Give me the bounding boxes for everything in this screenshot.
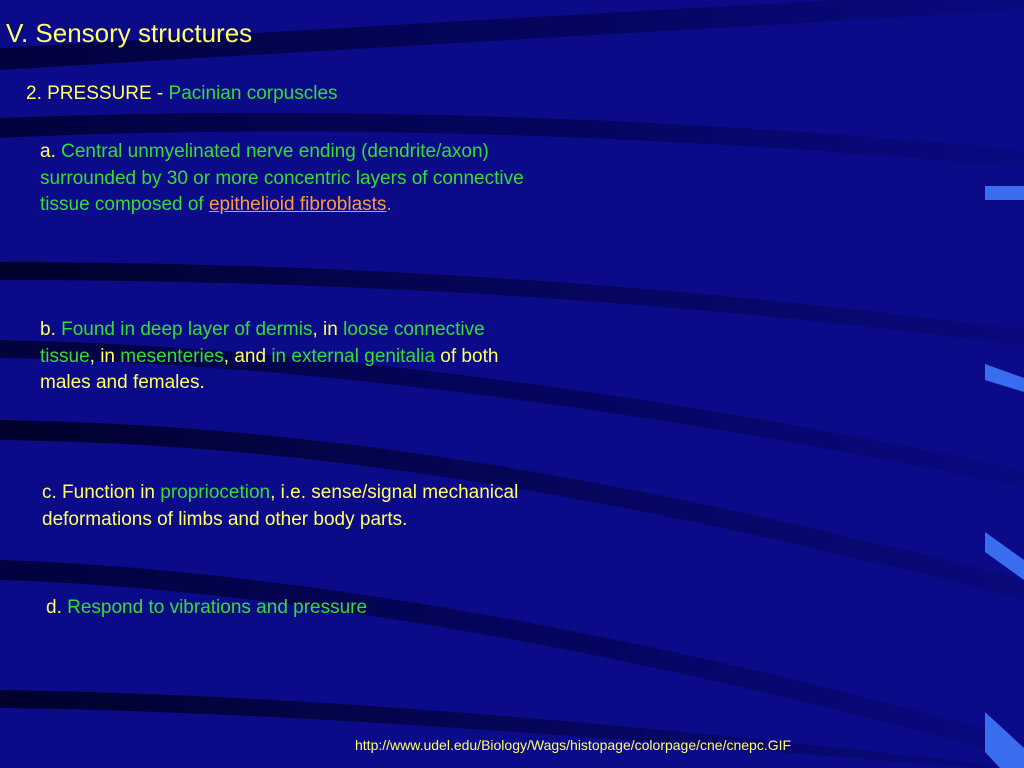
item-b-marker: b. bbox=[40, 319, 62, 340]
item-b-mesenteries: mesenteries bbox=[120, 345, 224, 367]
item-b-genitalia: in external genitalia bbox=[271, 345, 436, 367]
item-c bbox=[42, 480, 532, 533]
item-c-term: propriocetion bbox=[160, 482, 271, 503]
item-b-sep-1: , in bbox=[312, 319, 344, 340]
slide-title: V. Sensory structures bbox=[6, 18, 253, 48]
item-b-end: of both males and females. bbox=[40, 345, 499, 393]
epithelioid-fibroblasts-link[interactable]: epithelioid fibroblasts bbox=[208, 194, 387, 215]
item-a-marker: a. bbox=[40, 141, 62, 162]
item-b-dermis: Found in deep layer of dermis bbox=[61, 319, 313, 340]
item-d bbox=[46, 595, 536, 622]
item-b-loose-tissue: loose connective tissue bbox=[40, 319, 485, 367]
slide-subtitle bbox=[26, 83, 338, 105]
item-c-text: , i.e. sense/signal mechanical deformations of limbs and other body parts. bbox=[42, 482, 519, 530]
accent-bar bbox=[985, 186, 1024, 200]
item-c-marker: c. Function in bbox=[42, 482, 161, 503]
item-d-text: Respond to vibrations and pressure bbox=[67, 597, 368, 618]
subtitle-topic: Pacinian corpuscles bbox=[168, 83, 338, 104]
item-b bbox=[40, 317, 530, 397]
source-url-link[interactable]: http://www.udel.edu/Biology/Wags/histopage/colorpage/cne/cnepc.GIF bbox=[355, 737, 792, 753]
subtitle-prefix: 2. PRESSURE - bbox=[26, 83, 169, 104]
item-a bbox=[40, 139, 530, 219]
item-b-sep-2: , in bbox=[89, 345, 121, 367]
item-a-end: . bbox=[386, 194, 392, 215]
item-d-marker: d. bbox=[46, 597, 68, 618]
item-b-sep-3: , and bbox=[223, 345, 272, 367]
item-a-text: Central unmyelinated nerve ending (dendrite/axon) surrounded by 30 or more concentric layers of connective tissue composed of bbox=[40, 141, 524, 215]
